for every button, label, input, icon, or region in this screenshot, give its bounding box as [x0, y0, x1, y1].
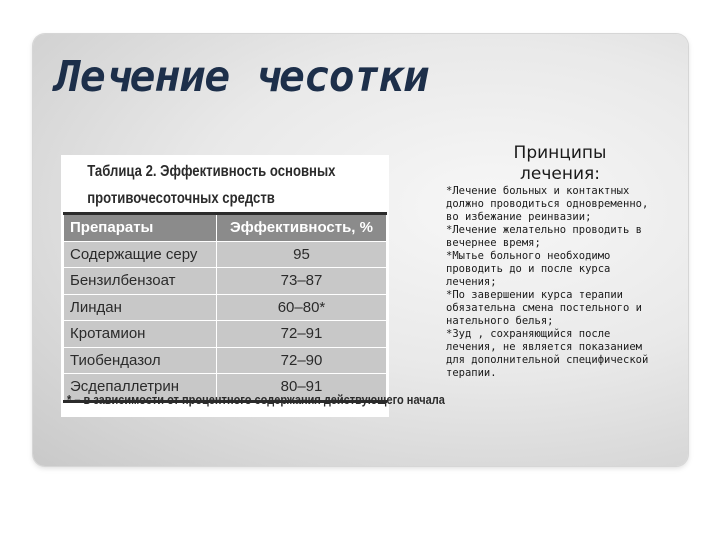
drug-name: Линдан: [64, 294, 217, 321]
drug-name: Тиобендазол: [64, 347, 217, 374]
table-row: [64, 241, 387, 268]
table-caption-line: Таблица 2. Эффективность основных: [87, 163, 336, 180]
drug-name: Кротамион: [64, 321, 217, 348]
efficacy-value: 73–87: [217, 268, 387, 295]
table-header-row: [64, 214, 387, 242]
efficacy-value: 80–91: [217, 374, 387, 402]
table-caption-line: противочесоточных средств: [87, 190, 275, 207]
principles-heading-line: лечения:: [520, 164, 600, 184]
principle-item: *Зуд , сохраняющийся после лечения, не является показанием для дополнительной специфической терапии.: [446, 328, 649, 379]
principle-item: *Лечение больных и контактных должно проводиться одновременно, во избежание реинвазии;: [446, 185, 649, 223]
table-row: [64, 347, 387, 374]
efficacy-value: 60–80*: [217, 294, 387, 321]
drug-name: Бензилбензоат: [64, 268, 217, 295]
table-row: [64, 321, 387, 348]
principle-item: *Мытье больного необходимо проводить до и после курса лечения;: [446, 250, 611, 288]
drug-name: Содержащие серу: [64, 241, 217, 268]
drug-name: Эсдепаллетрин: [64, 374, 217, 402]
efficacy-table-figure: [61, 155, 445, 417]
header-efficacy: Эффективность, %: [217, 214, 387, 242]
table-footnote: * – в зависимости от процентного содержания действующего начала: [67, 393, 445, 407]
principles-list: [446, 185, 666, 380]
efficacy-value: 72–90: [217, 347, 387, 374]
efficacy-value: 72–91: [217, 321, 387, 348]
principles-heading-line: Принципы: [513, 143, 607, 163]
table-row: [64, 294, 387, 321]
efficacy-value: 95: [217, 241, 387, 268]
principle-item: *По завершении курса терапии обязательна смена постельного и нательного белья;: [446, 289, 642, 327]
principle-item: *Лечение желательно проводить в вечернее время;: [446, 224, 642, 249]
table-caption: [61, 155, 419, 212]
efficacy-table: [63, 212, 387, 403]
header-drugs: Препараты: [64, 214, 217, 242]
slide-title: Лечение чесотки: [55, 52, 429, 102]
table-row: [64, 268, 387, 295]
principles-heading: [470, 143, 650, 185]
